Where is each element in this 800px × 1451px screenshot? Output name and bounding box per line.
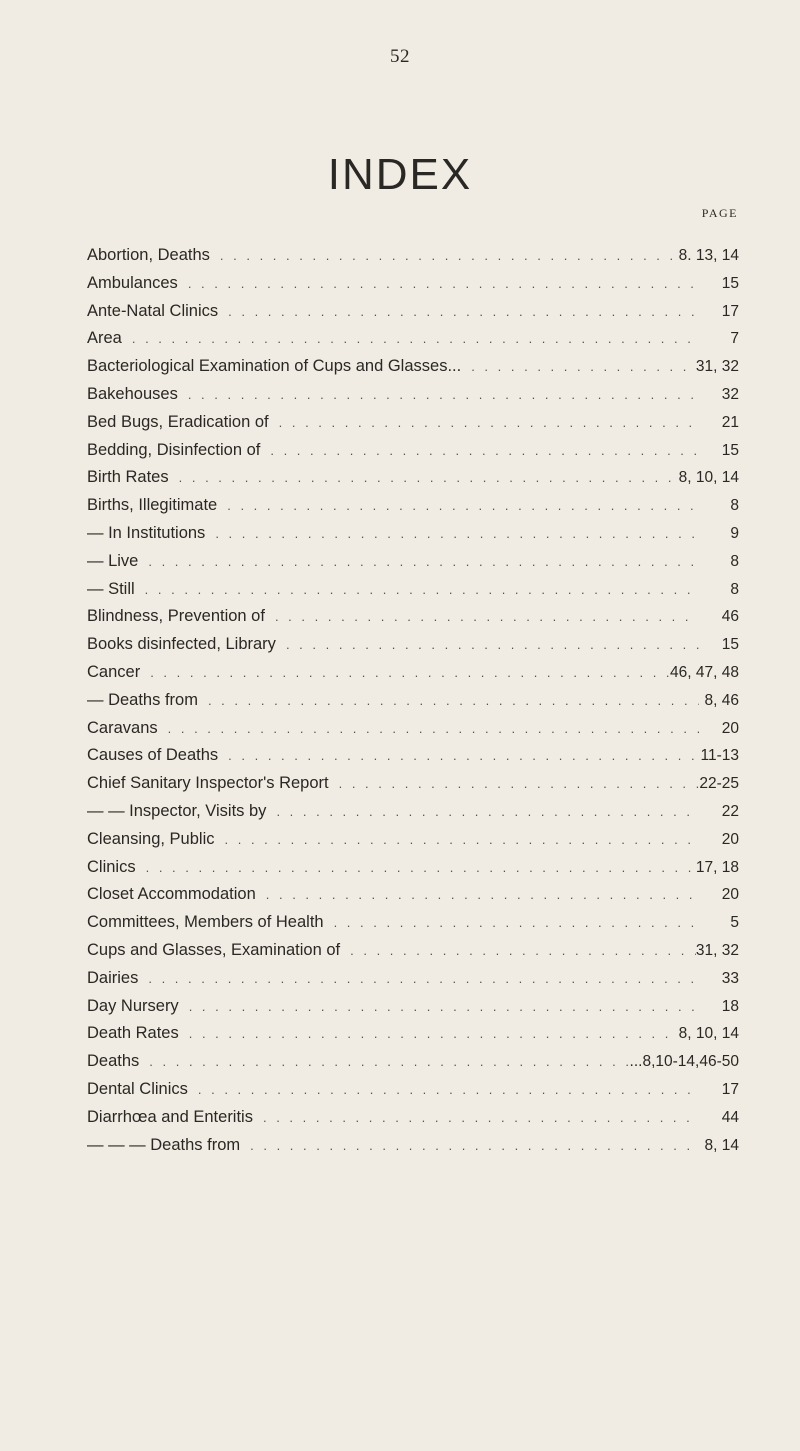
- index-entry-page: 7: [730, 330, 739, 348]
- index-list: [87, 246, 739, 1163]
- index-entry-label: — — Inspector, Visits by: [87, 801, 267, 820]
- index-entry-label: Cleansing, Public: [87, 829, 215, 848]
- dot-leader: [276, 637, 699, 652]
- dot-leader: [205, 526, 699, 541]
- index-entry-page: 21: [721, 413, 739, 431]
- index-entry-label: Blindness, Prevention of: [87, 607, 265, 626]
- dot-leader: [218, 748, 699, 763]
- index-entry: [87, 802, 739, 830]
- index-entry: [87, 468, 739, 496]
- index-entry-label: Abortion, Deaths: [87, 246, 210, 264]
- index-entry-page: 17: [721, 1080, 739, 1098]
- dot-leader: [135, 582, 699, 597]
- dot-leader: [139, 1054, 629, 1069]
- index-entry-page: 20: [721, 830, 739, 848]
- index-entry-page: 31, 32: [695, 941, 739, 959]
- index-entry-page: 8. 13, 14: [678, 247, 739, 264]
- dot-leader: [217, 498, 699, 513]
- index-entry-page: 8, 46: [704, 691, 739, 709]
- index-entry-label: Cancer: [87, 662, 141, 681]
- index-entry-label: Dairies: [87, 968, 139, 987]
- index-entry-label: Cups and Glasses, Examination of: [87, 940, 341, 959]
- dot-leader: [340, 943, 696, 958]
- page-number: 52: [390, 46, 410, 67]
- index-entry-page: 8: [730, 580, 739, 598]
- index-entry-label: Causes of Deaths: [87, 746, 219, 765]
- index-entry-page: 20: [721, 886, 739, 904]
- index-entry: [87, 635, 739, 663]
- dot-leader: [218, 304, 699, 319]
- index-entry-page: 20: [721, 719, 739, 737]
- index-entry-page: 44: [721, 1108, 739, 1126]
- index-entry-page: 15: [721, 274, 739, 292]
- index-entry-label: Dental Clinics: [87, 1079, 188, 1098]
- dot-leader: [140, 665, 670, 680]
- index-entry: [87, 329, 739, 357]
- index-entry: [87, 274, 739, 302]
- index-entry-label: Day Nursery: [87, 996, 179, 1015]
- dot-leader: [169, 470, 679, 485]
- dot-leader: [265, 609, 699, 624]
- index-entry: [87, 357, 739, 385]
- index-entry: [87, 885, 739, 913]
- index-entry-label: Birth Rates: [87, 468, 169, 487]
- index-entry-page: 18: [721, 997, 739, 1015]
- dot-leader: [253, 1110, 699, 1125]
- index-entry: [87, 552, 739, 580]
- index-entry: [87, 1136, 739, 1164]
- dot-leader: [179, 1026, 679, 1041]
- index-entry-page: 5: [730, 914, 739, 932]
- dot-leader: [266, 804, 699, 819]
- index-entry-label: Ambulances: [87, 273, 178, 292]
- index-entry-label: Ante-Natal Clinics: [87, 301, 219, 320]
- page-title: INDEX: [327, 150, 473, 199]
- dot-leader: [256, 887, 699, 902]
- index-entry-page: 17, 18: [695, 858, 739, 876]
- index-entry-page: 46, 47, 48: [670, 663, 739, 681]
- index-entry: [87, 941, 739, 969]
- index-entry: [87, 830, 739, 858]
- index-entry-label: Area: [87, 329, 122, 348]
- index-entry: [87, 663, 739, 691]
- index-entry: [87, 1080, 739, 1108]
- index-entry: [87, 1052, 739, 1080]
- index-entry-label: Chief Sanitary Inspector's Report: [87, 774, 329, 793]
- index-entry-page: 11-13: [700, 747, 739, 765]
- dot-leader: [269, 415, 699, 430]
- index-entry-label: Bakehouses: [87, 384, 178, 403]
- dot-leader: [324, 915, 699, 930]
- index-entry-label: Death Rates: [87, 1024, 179, 1043]
- index-entry: [87, 858, 739, 886]
- index-entry: [87, 441, 739, 469]
- dot-leader: [240, 1138, 699, 1153]
- dot-leader: [210, 248, 679, 263]
- index-entry-page: 8, 10, 14: [678, 469, 739, 487]
- index-entry-label: Bed Bugs, Eradication of: [87, 412, 269, 431]
- dot-leader: [178, 387, 699, 402]
- index-entry-page: 22: [721, 802, 739, 820]
- dot-leader: [188, 1082, 699, 1097]
- index-entry: [87, 746, 739, 774]
- index-entry-label: Bedding, Disinfection of: [87, 440, 261, 459]
- index-entry-page: 17: [721, 302, 739, 320]
- index-entry-label: Bacteriological Examination of Cups and Glasses...: [87, 357, 462, 376]
- index-entry: [87, 385, 739, 413]
- index-entry: [87, 302, 739, 330]
- index-entry-page: 8: [730, 497, 739, 515]
- index-entry: [87, 913, 739, 941]
- index-entry: [87, 580, 739, 608]
- index-entry: [87, 774, 739, 802]
- index-entry: [87, 1024, 739, 1052]
- dot-leader: [178, 276, 699, 291]
- index-entry-page: 8, 14: [704, 1136, 739, 1154]
- dot-leader: [179, 999, 699, 1014]
- index-entry-label: Clinics: [87, 857, 136, 876]
- dot-leader: [215, 832, 700, 847]
- dot-leader: [198, 693, 699, 708]
- index-entry: [87, 719, 739, 747]
- index-entry-page: ...8,10-14,46-50: [629, 1053, 739, 1071]
- index-entry-label: — Live: [87, 551, 139, 570]
- index-entry-label: — Still: [87, 579, 135, 598]
- dot-leader: [329, 776, 699, 791]
- index-entry-page: 33: [721, 969, 739, 987]
- index-entry: [87, 496, 739, 524]
- index-entry-page: 8: [730, 552, 739, 570]
- index-entry-page: 46: [721, 608, 739, 626]
- index-entry-label: Closet Accommodation: [87, 885, 256, 904]
- index-entry-page: 15: [721, 441, 739, 459]
- index-entry-label: Caravans: [87, 718, 158, 737]
- dot-leader: [158, 721, 699, 736]
- index-entry: [87, 997, 739, 1025]
- index-entry-page: 31, 32: [695, 358, 739, 376]
- index-entry: [87, 246, 739, 274]
- index-entry: [87, 524, 739, 552]
- index-entry-page: 8, 10, 14: [678, 1025, 739, 1043]
- index-entry-label: — — — Deaths from: [87, 1135, 241, 1154]
- page-column-header: PAGE: [701, 206, 738, 220]
- index-entry-label: Books disinfected, Library: [87, 635, 276, 654]
- index-entry-label: — Deaths from: [87, 690, 198, 709]
- index-entry: [87, 691, 739, 719]
- index-entry: [87, 607, 739, 635]
- index-entry-label: Deaths: [87, 1052, 140, 1071]
- index-entry: [87, 1108, 739, 1136]
- dot-leader: [138, 971, 699, 986]
- index-entry-page: 22-25: [699, 775, 739, 793]
- dot-leader: [461, 359, 696, 374]
- dot-leader: [260, 443, 699, 458]
- index-entry-page: 32: [721, 385, 739, 403]
- dot-leader: [122, 331, 699, 346]
- dot-leader: [136, 860, 696, 875]
- dot-leader: [138, 554, 699, 569]
- index-entry-label: Committees, Members of Health: [87, 913, 324, 932]
- index-entry: [87, 413, 739, 441]
- index-entry: [87, 969, 739, 997]
- index-entry-label: — In Institutions: [87, 523, 206, 542]
- index-entry-page: 15: [721, 636, 739, 654]
- index-entry-label: Births, Illegitimate: [87, 496, 218, 515]
- index-entry-page: 9: [730, 524, 739, 542]
- index-entry-label: Diarrhœa and Enteritis: [87, 1107, 253, 1126]
